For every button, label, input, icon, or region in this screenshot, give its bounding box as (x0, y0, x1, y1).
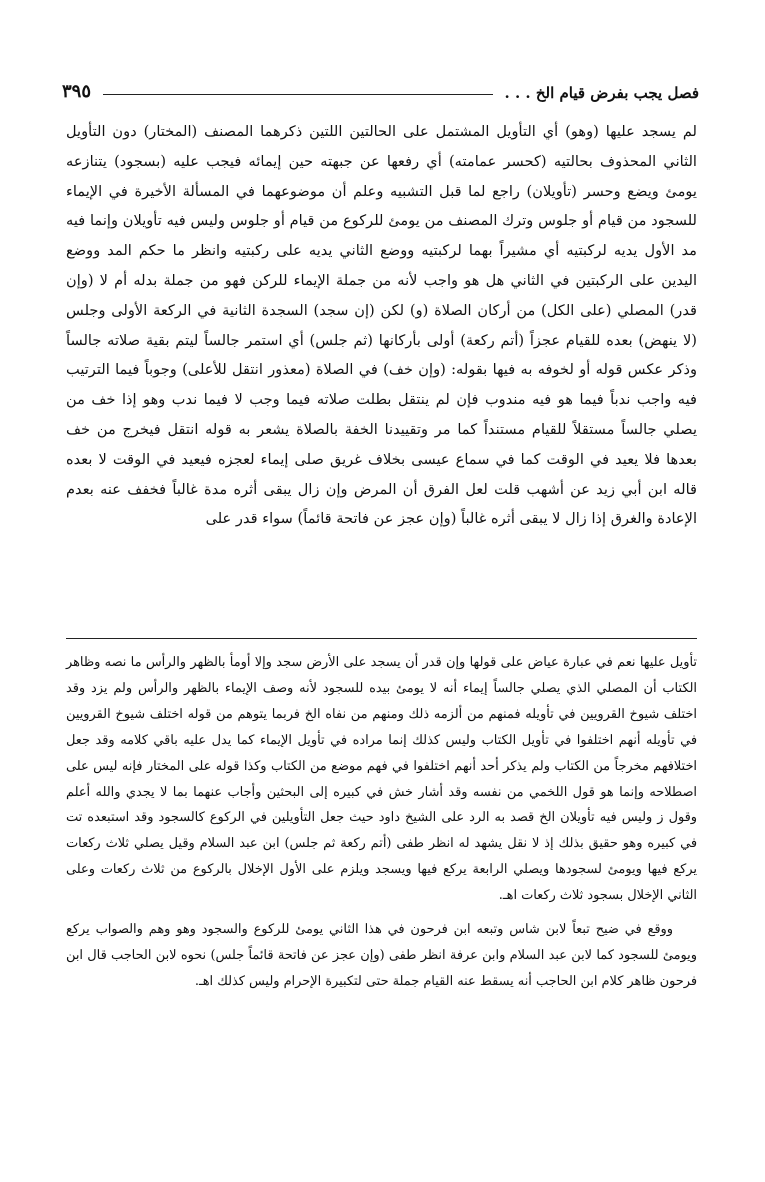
footnote-paragraph: تأويل عليها نعم في عبارة عياض على قولها وإن قدر أن يسجد على الأرض سجد وإلا أومأ بالظهر والرأس ما نصه وظاهر الكتاب أن المصلي الذي يصلي جالساً إيماء أنه لا يومئ بيده للسجود لأنه وصف الإيماء بالظهر والرأس ولم يزد وقد اختلف شيوخ القرويين في تأويله فمنهم من ألزمه ذلك ومنهم من نفاه الخ فربما يتوهم من قوله اختلف شيوخ القرويين في تأويله أنهم اختلفوا في تأويل الكتاب وليس كذلك إنما مراده في تأويل الإيماء كما يدل عليه باقي كلامه وقد جعل اختلافهم مخرجاً من الكتاب ولم يذكر أحد أنهم اختلفوا في فهم موضع من الكتاب وكذا قوله على المختار فإنه ليس على اصطلاحه وإنما هو قول اللخمي من نفسه وقد أشار خش في كبيره إلى البحثين وأجاب عنهما بما لا يجدي والله أعلم وقول ز وليس فيه تأويلان الخ قصد به الرد على الشيخ داود حيث جعل التأويلين في الركوع كالسجود وقد استبعده تت في كبيره وهو حقيق بذلك إذ لا نقل يشهد له انظر طفى (أتم ركعة ثم جلس) ابن عبد السلام وقيل يصلي ثلاث ركعات يركع فيها ويومئ لسجودها ويصلي الرابعة يركع فيها ويسجد ويلزم على الأول الإخلال بالركوع من ثلاث ركعات وعلى الثاني الإخلال بسجود ثلاث ركعات اهـ. (66, 655, 697, 904)
main-text (66, 117, 697, 534)
header-rule (103, 94, 492, 95)
footnote-separator (66, 638, 697, 639)
page-header (62, 72, 699, 102)
footnotes (66, 650, 697, 995)
footnote-paragraph: ووقع في ضيح تبعاً لابن شاس وتبعه ابن فرحون في هذا الثاني يومئ للركوع والسجود وهو وهم والصواب يركع ويومئ للسجود كما لابن عبد السلام وابن عرفة انظر طفى (وإن عجز عن فاتحة قائماً جلس) نحوه لابن الحاجب قال ابن فرحون ظاهر كلام ابن الحاجب أنه يسقط عنه القيام جملة حتى لتكبيرة الإحرام وليس كذلك اهـ. (66, 922, 697, 989)
page-number: ٣٩٥ (62, 81, 92, 102)
main-paragraph: لم يسجد عليها (وهو) أي التأويل المشتمل على الحالتين اللتين ذكرهما المصنف (المختار) دون التأويل الثاني المحذوف بحالتيه (كحسر عمامته) أي رفعها عن جبهته حين إيمائه فيجب عليه (بسجود) يتنازعه يومئ ويضع وحسر (تأويلان) راجع لما قبل التشبيه وعلم أن موضوعهما في المسألة الأخيرة في الإيماء للسجود من قيام أو جلوس وترك المصنف من يومئ للركوع من قيام أو جلوس وليس فيه تأويلان وإنما فيه مد الأول يديه لركبتيه أي مشيراً بهما لركبتيه ووضع الثاني يديه على ركبتيه وانظر ما حكم المد ووضع اليدين على الركبتين في الثاني هل هو واجب لأنه من جملة الإيماء للركن فهو من جملة بدله أم لا (وإن قدر) المصلي (على الكل) من أركان الصلاة (و) لكن (إن سجد) السجدة الثانية في الركعة الأولى وجلس (لا ينهض) بعده للقيام عجزاً (أتم ركعة) أولى بأركانها (ثم جلس) أي استمر جالساً ليتم بقية صلاته جالساً وذكر عكس قوله أو لخوفه به فيها بقوله: (وإن خف) في الصلاة (معذور انتقل للأعلى) وجوباً فيما الترتيب فيه واجب ندباً فيما هو فيه مندوب فإن لم ينتقل بطلت صلاته فيما وجب لا فيما ندب وهو إذا خف من يصلي جالساً مستقلاً للقيام مستنداً كما مر وتقييدنا الخفة بالصلاة يشعر به قوله انتقل فيخرج من خف بعدها فلا يعيد في الوقت كما في سماع عيسى بخلاف غريق صلى إيماء لعجزه فيعيد في الوقت لا بعده قاله ابن أبي زيد عن أشهب قلت لعل الفرق أن المرض وإن زال يبقى أثره مدة غالباً فخفف عنه بعدم الإعادة والغرق إذا زال لا يبقى أثره غالباً (وإن عجز عن فاتحة قائماً) سواء قدر على (66, 123, 697, 528)
running-title: فصل يجب بفرض قيام الخ . . . (504, 84, 699, 102)
